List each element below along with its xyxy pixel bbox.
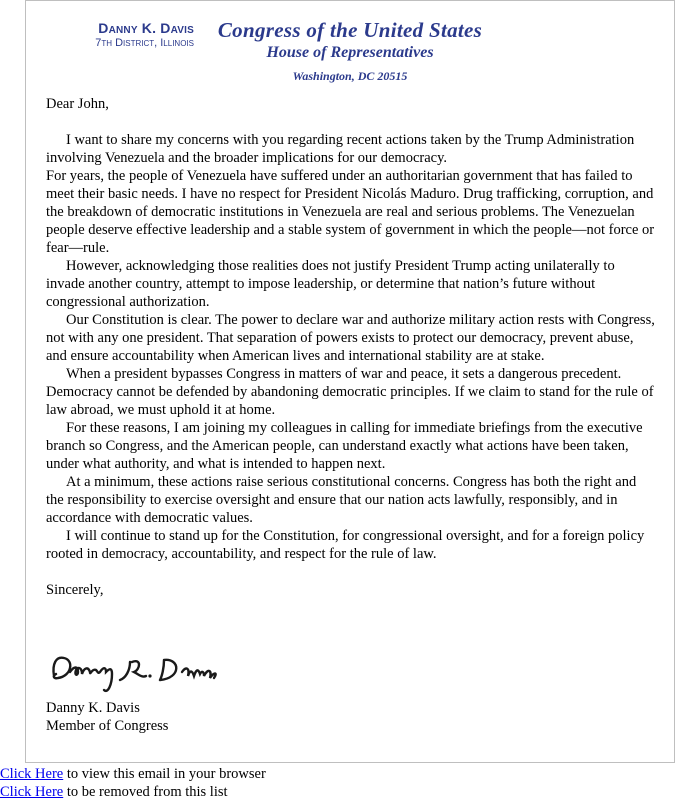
signer-block [46, 699, 168, 735]
signature-image [46, 636, 246, 696]
letter-paragraph: When a president bypasses Congress in matters of war and peace, it sets a dangerous precedent. Democracy cannot be defended by abandoning democratic principles. If we claim to stand for the rule of law abroad, we must uphold it at home. [46, 366, 654, 418]
letter-paragraph: I will continue to stand up for the Constitution, for congressional oversight, and for a foreign policy rooted in democracy, accountability, and respect for the rule of law. [46, 528, 645, 562]
letter-paragraph: For these reasons, I am joining my colleagues in calling for immediate briefings from the executive branch so Congress, and the American people, can understand exactly what actions have been taken, under what authority, and what is intended to happen next. [46, 420, 643, 472]
signer-title: Member of Congress [46, 718, 169, 734]
city-line: Washington, DC 20515 [292, 69, 408, 83]
house-title: House of Representatives [266, 44, 434, 61]
email-footer [0, 765, 266, 801]
letter-paragraph: For years, the people of Venezuela have suffered under an authoritarian government that has failed to meet their basic needs. I have no respect for President Nicolás Maduro. Drug trafficking, corruption, and the breakdown of democratic institutions in Venezuela are real and serious problems. The Venezuelan people deserve effective leadership and a stable system of government in which the people—not force or fear—rule. [46, 168, 655, 256]
paragraphs [46, 131, 656, 563]
signer-name: Danny K. Davis [46, 700, 140, 716]
view-in-browser-link[interactable]: Click Here [0, 766, 64, 782]
sender-name: Danny K. Davis [98, 20, 194, 36]
sender-block [74, 20, 194, 49]
salutation: Dear John, [46, 96, 109, 112]
letter-body [46, 95, 656, 614]
letter-paragraph: At a minimum, these actions raise serious constitutional concerns. Congress has both the right and the responsibility to exercise oversight and ensure that our nation acts lawfully, responsibly, and in accordance with democratic values. [46, 474, 637, 526]
unsubscribe-link[interactable]: Click Here [0, 784, 64, 800]
letter-paragraph: I want to share my concerns with you regarding recent actions taken by the Trump Administration involving Venezuela and the broader implications for our democracy. [46, 132, 635, 166]
browser-line-text: to view this email in your browser [63, 766, 266, 782]
letter-paragraph: Our Constitution is clear. The power to declare war and authorize military action rests with Congress, not with any one president. That separation of powers exists to protect our democracy, prevent abuse, and ensure accountability when American lives and international stability are at stake. [46, 312, 655, 364]
closing: Sincerely, [46, 582, 104, 598]
browser-line [0, 765, 266, 783]
congress-title: Congress of the United States [217, 18, 483, 42]
letterhead-masthead [210, 18, 490, 85]
unsubscribe-line [0, 783, 266, 801]
sender-district: 7th District, Illinois [95, 37, 194, 49]
unsubscribe-line-text: to be removed from this list [63, 784, 228, 800]
letter-paragraph: However, acknowledging those realities does not justify President Trump acting unilaterally to invade another country, attempt to impose leadership, or determine that nation’s future without congressional authorization. [46, 258, 615, 310]
